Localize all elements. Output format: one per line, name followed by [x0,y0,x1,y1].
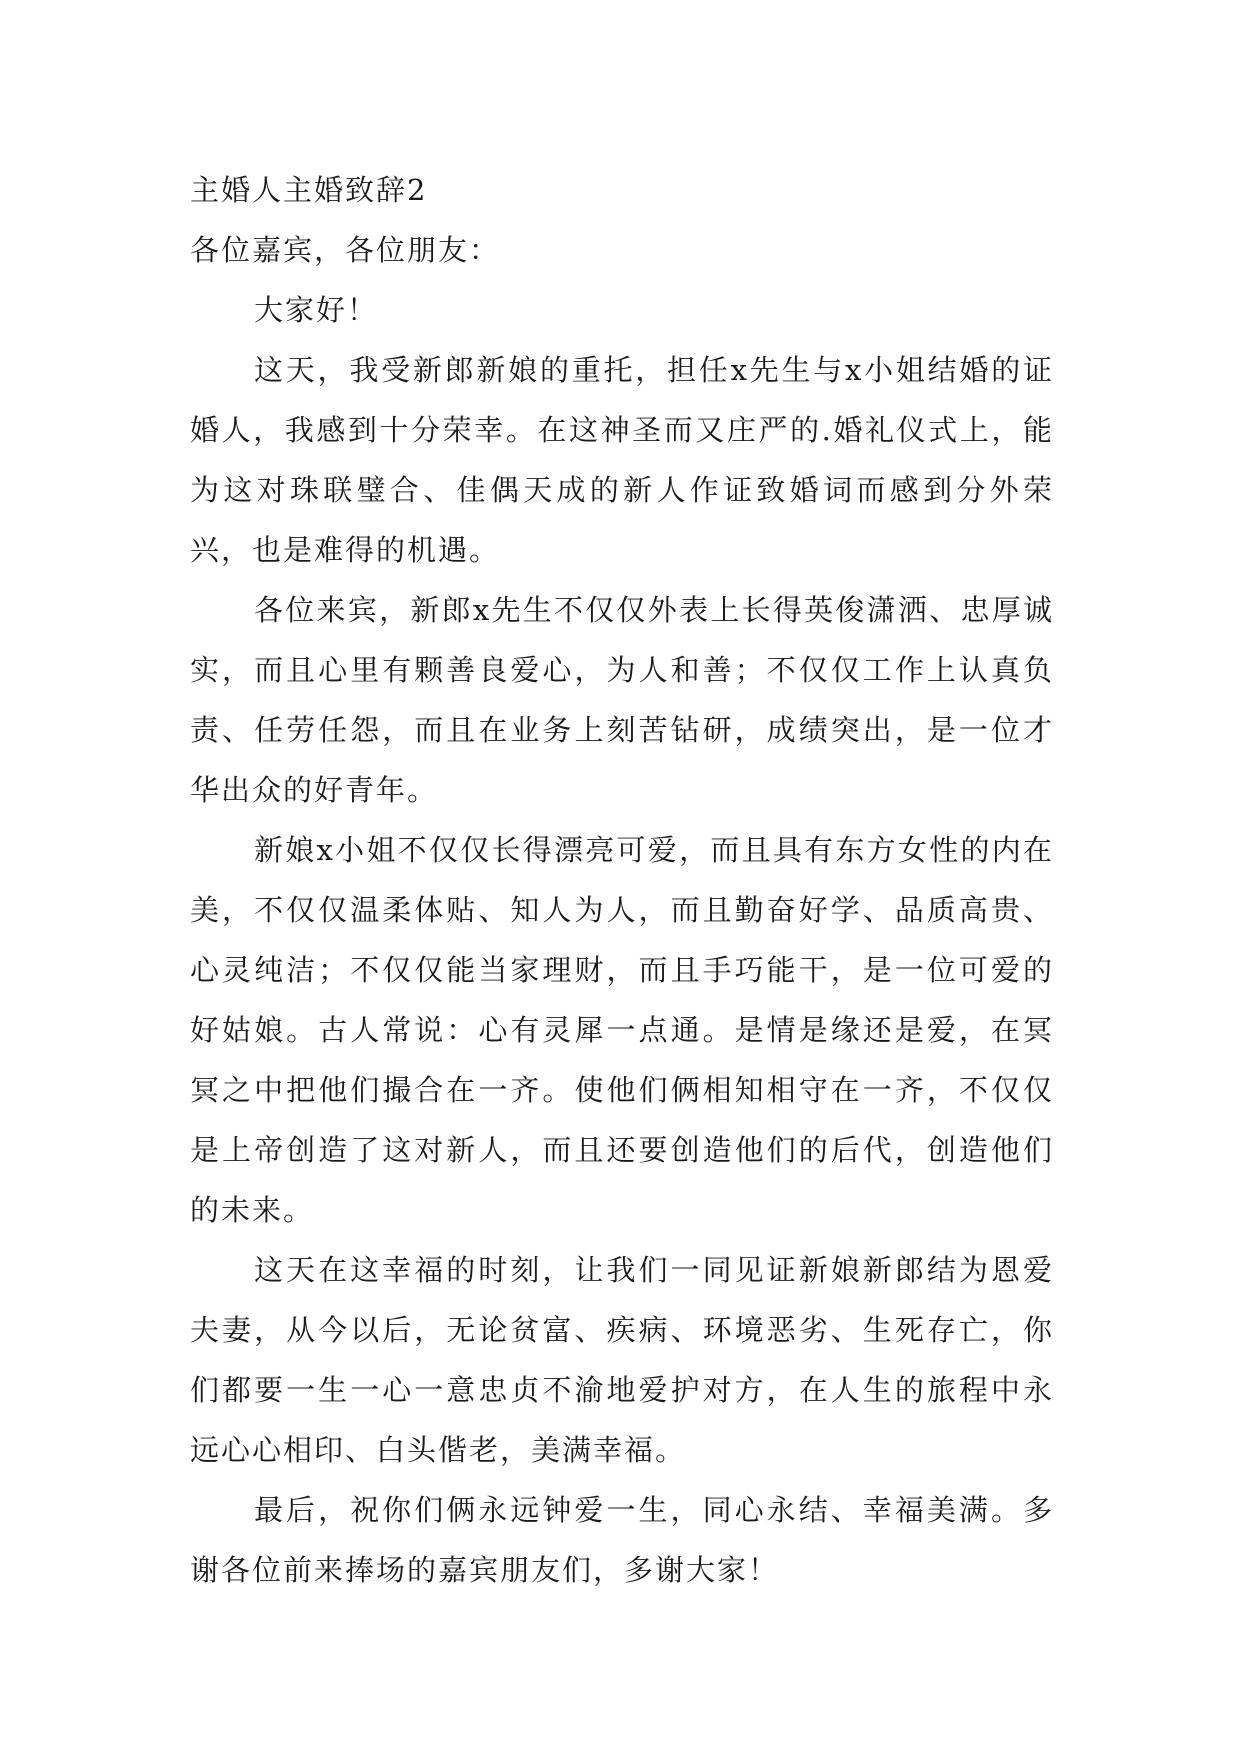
salutation: 各位嘉宾，各位朋友： [190,233,501,267]
document-title: 主婚人主婚致辞2 [190,173,428,207]
paragraph-groom: 各位来宾，新郎x先生不仅仅外表上长得英俊潇洒、忠厚诚实，而且心里有颗善良爱心，为人和善；不仅仅工作上认真负责、任劳任怨，而且在业务上刻苦钻研，成绩突出，是一位才华出众的好青年。 [190,593,1054,807]
paragraph-vows: 这天在这幸福的时刻，让我们一同见证新娘新郎结为恩爱夫妻，从今以后，无论贫富、疾病、环境恶劣、生死存亡，你们都要一生一心一意忠贞不渝地爱护对方，在人生的旅程中永远心心相印、白头偕老，美满幸福。 [190,1253,1054,1467]
paragraph-greeting: 大家好！ [254,293,379,327]
document-body [190,160,1054,1600]
paragraph-closing: 最后，祝你们俩永远钟爱一生，同心永结、幸福美满。多谢各位前来捧场的嘉宾朋友们，多谢大家！ [190,1493,1054,1587]
paragraph-introduction: 这天，我受新郎新娘的重托，担任x先生与x小姐结婚的证婚人，我感到十分荣幸。在这神圣而又庄严的.婚礼仪式上，能为这对珠联璧合、佳偶天成的新人作证致婚词而感到分外荣兴，也是难得的机遇。 [190,353,1054,567]
paragraph-bride: 新娘x小姐不仅仅长得漂亮可爱，而且具有东方女性的内在美，不仅仅温柔体贴、知人为人，而且勤奋好学、品质高贵、心灵纯洁；不仅仅能当家理财，而且手巧能干，是一位可爱的好姑娘。古人常说：心有灵犀一点通。是情是缘还是爱，在冥冥之中把他们撮合在一齐。使他们俩相知相守在一齐，不仅仅是上帝创造了这对新人，而且还要创造他们的后代，创造他们的未来。 [190,833,1054,1227]
